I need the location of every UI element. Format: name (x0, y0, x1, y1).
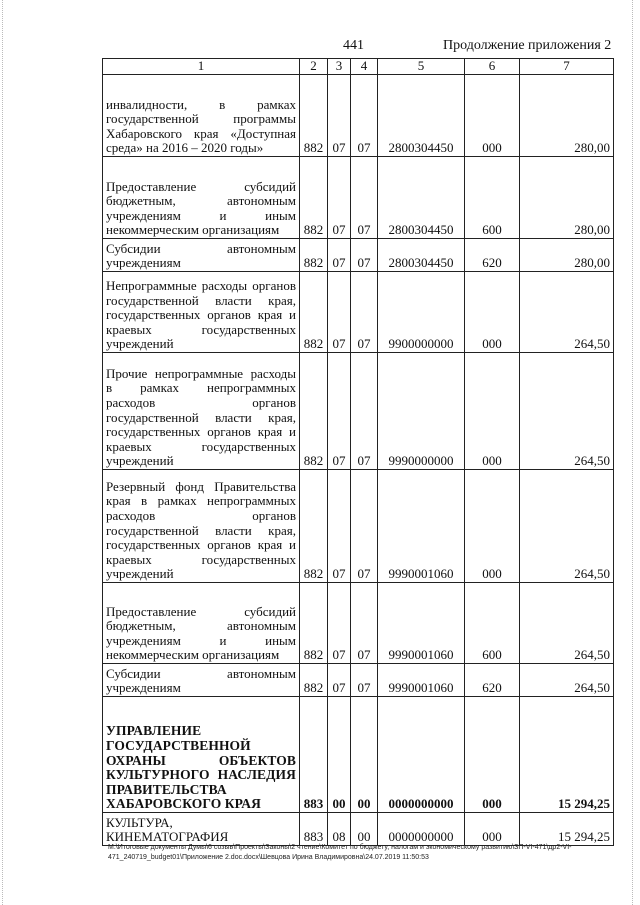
amount: 15 294,25 (520, 813, 614, 846)
target-article-code: 9990001060 (378, 664, 465, 697)
table-row (103, 470, 614, 583)
table-row (103, 272, 614, 353)
target-article-code: 0000000000 (378, 813, 465, 846)
expense-name: Субсидии автономным учреждениям (103, 239, 300, 272)
ministry-code: 882 (300, 664, 328, 697)
ministry-code: 882 (300, 272, 328, 353)
amount: 264,50 (520, 353, 614, 470)
target-article-code: 9990000000 (378, 353, 465, 470)
column-header: 3 (328, 59, 351, 75)
expense-name: Предоставление субсидий бюджетным, автономным учреждениям и иным некоммерческим организациям (103, 583, 300, 664)
target-article-code: 2800304450 (378, 239, 465, 272)
subsection-code: 07 (351, 470, 378, 583)
table-row (103, 157, 614, 239)
amount: 264,50 (520, 583, 614, 664)
expense-name: Субсидии автономным учреждениям (103, 664, 300, 697)
expense-type-code: 000 (465, 697, 520, 813)
target-article-code: 9900000000 (378, 272, 465, 353)
target-article-code: 2800304450 (378, 157, 465, 239)
target-article-code: 2800304450 (378, 75, 465, 157)
subsection-code: 07 (351, 353, 378, 470)
subsection-code: 07 (351, 239, 378, 272)
document-path-footer: М:\Итоговые документы Думы\6 созыв\Проекты\Законы\2 чтение\Комитет по бюджету, налогам и экономическому развитию\ЗП-VI-471\др2-VI-471_240719_budget01\Приложение 2.doc.docx\Шевцова Ирина Владимировна\24.07.2019 11:50:53 (108, 844, 572, 861)
section-code: 00 (328, 697, 351, 813)
amount: 264,50 (520, 470, 614, 583)
target-article-code: 0000000000 (378, 697, 465, 813)
subsection-code: 07 (351, 75, 378, 157)
scan-edge-left (2, 0, 4, 905)
amount: 280,00 (520, 75, 614, 157)
ministry-code: 882 (300, 239, 328, 272)
target-article-code: 9990001060 (378, 583, 465, 664)
expense-name: Резервный фонд Правительства края в рамках непрограммных расходов органов государственной власти края, государственных органов края и краевых государственных учреждений (103, 470, 300, 583)
ministry-code: 883 (300, 697, 328, 813)
expense-type-code: 620 (465, 664, 520, 697)
table-row (103, 813, 614, 846)
table-row (103, 583, 614, 664)
column-header: 7 (520, 59, 614, 75)
section-code: 07 (328, 75, 351, 157)
amount: 264,50 (520, 272, 614, 353)
column-header-row (103, 59, 614, 75)
ministry-code: 882 (300, 157, 328, 239)
section-code: 07 (328, 272, 351, 353)
expense-type-code: 600 (465, 157, 520, 239)
ministry-code: 882 (300, 470, 328, 583)
expense-type-code: 000 (465, 470, 520, 583)
expense-type-code: 000 (465, 353, 520, 470)
expense-name: УПРАВЛЕНИЕ ГОСУДАРСТВЕННОЙ ОХРАНЫ ОБЪЕКТОВ КУЛЬТУРНОГО НАСЛЕДИЯ ПРАВИТЕЛЬСТВА ХАБАРОВСКОГО КРАЯ (103, 697, 300, 813)
table-row-department (103, 697, 614, 813)
budget-table (102, 58, 614, 846)
section-code: 07 (328, 353, 351, 470)
ministry-code: 882 (300, 353, 328, 470)
appendix-continuation-title: Продолжение приложения 2 (443, 38, 612, 53)
expense-type-code: 000 (465, 813, 520, 846)
section-code: 07 (328, 239, 351, 272)
section-code: 07 (328, 583, 351, 664)
ministry-code: 882 (300, 75, 328, 157)
expense-type-code: 600 (465, 583, 520, 664)
amount: 280,00 (520, 157, 614, 239)
section-code: 08 (328, 813, 351, 846)
table-row (103, 664, 614, 697)
column-header: 1 (103, 59, 300, 75)
table-row (103, 75, 614, 157)
subsection-code: 07 (351, 583, 378, 664)
scan-edge-right (632, 0, 634, 905)
subsection-code: 00 (351, 697, 378, 813)
section-code: 07 (328, 470, 351, 583)
expense-name: Прочие непрограммные расходы в рамках непрограммных расходов органов государственной власти края, государственных органов края и краевых государственных учреждений (103, 353, 300, 470)
target-article-code: 9990001060 (378, 470, 465, 583)
ministry-code: 883 (300, 813, 328, 846)
subsection-code: 07 (351, 664, 378, 697)
expense-type-code: 000 (465, 272, 520, 353)
column-header: 5 (378, 59, 465, 75)
ministry-code: 882 (300, 583, 328, 664)
amount: 264,50 (520, 664, 614, 697)
subsection-code: 00 (351, 813, 378, 846)
table-body (103, 75, 614, 846)
column-header: 6 (465, 59, 520, 75)
table-row (103, 239, 614, 272)
column-header: 2 (300, 59, 328, 75)
expense-name: Непрограммные расходы органов государственной власти края, государственных органов края и краевых государственных учреждений (103, 272, 300, 353)
section-code: 07 (328, 664, 351, 697)
subsection-code: 07 (351, 272, 378, 353)
subsection-code: 07 (351, 157, 378, 239)
section-code: 07 (328, 157, 351, 239)
expense-name: Предоставление субсидий бюджетным, автономным учреждениям и иным некоммерческим организациям (103, 157, 300, 239)
expense-type-code: 620 (465, 239, 520, 272)
table-row (103, 353, 614, 470)
amount: 280,00 (520, 239, 614, 272)
column-header: 4 (351, 59, 378, 75)
expense-type-code: 000 (465, 75, 520, 157)
expense-name: КУЛЬТУРА, КИНЕМАТОГРАФИЯ (103, 813, 300, 846)
expense-name: инвалидности, в рамках государственной программы Хабаровского края «Доступная среда» на 2016 – 2020 годы» (103, 75, 300, 157)
page-number: 441 (343, 38, 364, 53)
amount: 15 294,25 (520, 697, 614, 813)
